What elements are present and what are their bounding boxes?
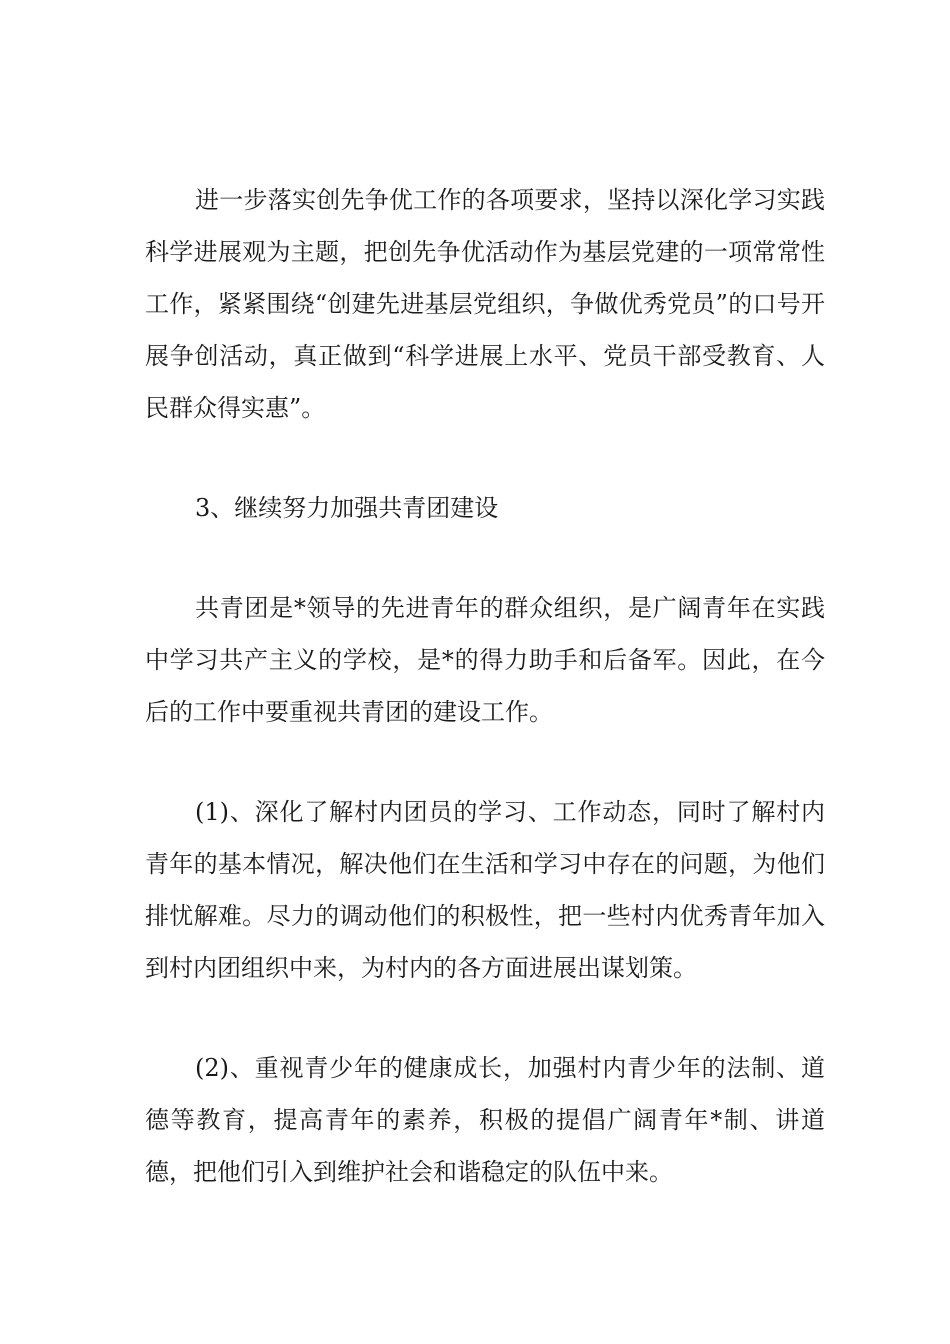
section-heading-youth-league: 3、继续努力加强共青团建设 [195,494,499,522]
paragraph-item-2: (2)、重视青少年的健康成长，加强村内青少年的法制、道德等教育，提高青年的素养，积极的提倡广阔青年*制、讲道德，把他们引入到维护社会和谐稳定的队伍中来。 [145,1054,825,1186]
paragraph-party-building: 进一步落实创先争优工作的各项要求，坚持以深化学习实践科学进展观为主题，把创先争优活动作为基层党建的一项常常性工作，紧紧围绕“创建先进基层党组织，争做优秀党员”的口号开展争创活动，真正做到“科学进展上水平、党员干部受教育、人民群众得实惠”。 [145,186,825,422]
paragraph-item-1: (1)、深化了解村内团员的学习、工作动态，同时了解村内青年的基本情况，解决他们在生活和学习中存在的问题，为他们排忧解难。尽力的调动他们的积极性，把一些村内优秀青年加入到村内团组织中来，为村内的各方面进展出谋划策。 [145,798,825,982]
document-body [145,174,825,1198]
paragraph-youth-league-intro: 共青团是*领导的先进青年的群众组织，是广阔青年在实践中学习共产主义的学校，是*的得力助手和后备军。因此，在今后的工作中要重视共青团的建设工作。 [145,594,825,726]
